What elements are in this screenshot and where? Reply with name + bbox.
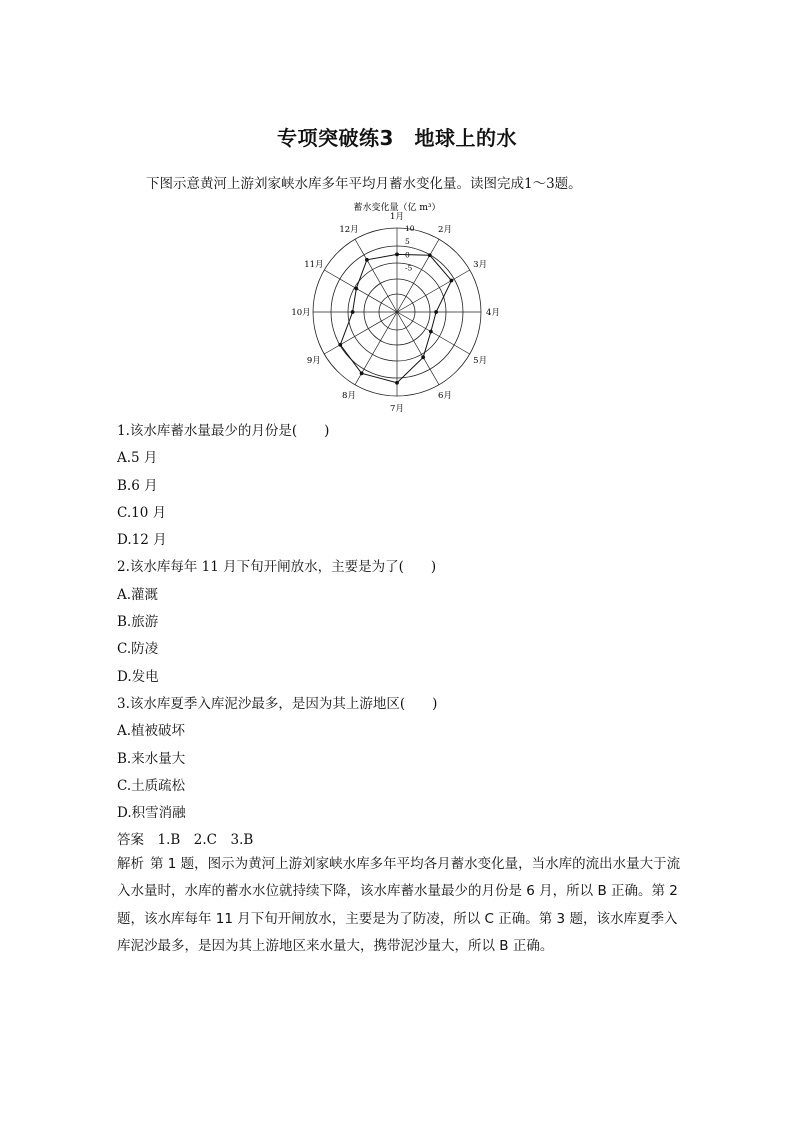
option-c: C.防凌 bbox=[117, 641, 159, 658]
question-stem: 3.该水库夏季入库泥沙最多，是因为其上游地区( ) bbox=[117, 695, 438, 712]
data-point bbox=[338, 343, 342, 347]
option-c: C.土质疏松 bbox=[117, 777, 186, 794]
radial-tick-label: -5 bbox=[405, 263, 413, 273]
option-d: D.积雪消融 bbox=[117, 805, 186, 822]
spoke bbox=[397, 270, 470, 312]
month-label: 1月 bbox=[390, 212, 404, 222]
explanation bbox=[117, 851, 687, 960]
option-a: A.5 月 bbox=[117, 450, 158, 467]
data-point bbox=[395, 381, 399, 385]
intro-text: 下图示意黄河上游刘家峡水库多年平均月蓄水变化量。读图完成1～3题。 bbox=[146, 176, 582, 192]
option-b: B.旅游 bbox=[117, 614, 159, 631]
data-point bbox=[360, 371, 364, 375]
month-label: 7月 bbox=[390, 404, 404, 412]
data-point bbox=[365, 258, 369, 262]
data-point bbox=[421, 355, 425, 359]
answer-line: 答案 1.B 2.C 3.B bbox=[117, 832, 254, 849]
series-line bbox=[340, 254, 451, 382]
data-point bbox=[434, 310, 438, 314]
month-label: 2月 bbox=[438, 224, 452, 235]
data-point bbox=[354, 287, 358, 291]
option-b: B.来水量大 bbox=[117, 750, 186, 767]
month-label: 8月 bbox=[342, 391, 356, 402]
month-label: 11月 bbox=[304, 260, 324, 270]
explanation-text: 第 1 题，图示为黄河上游刘家峡水库多年平均各月蓄水变化量，当水库的流出水量大于流入水量时，水库的蓄水水位就持续下降，该水库蓄水量最少的月份是 6 月，所以 B 正确。第 2 题，该水库每年 11 月下旬开闸放水，主要是为了防凌，所以 C 正确。第 3 题，该水库夏季入库泥沙最多，是因为其上游地区来水量大，携带泥沙量大，所以 B 正确。 bbox=[117, 856, 681, 954]
month-label: 6月 bbox=[438, 391, 452, 402]
radar-chart bbox=[284, 196, 510, 412]
option-c: C.10 月 bbox=[117, 504, 167, 521]
month-label: 5月 bbox=[473, 356, 488, 366]
chart-title: 蓄水变化量（亿 m³） bbox=[353, 203, 441, 213]
questions-section bbox=[117, 418, 687, 855]
option-d: D.发电 bbox=[117, 668, 159, 685]
explanation-label: 解析 bbox=[117, 856, 144, 872]
radial-tick-label: 10 bbox=[405, 224, 415, 233]
data-point bbox=[450, 279, 454, 283]
month-label: 10月 bbox=[291, 308, 311, 318]
spoke bbox=[397, 239, 439, 312]
month-label: 3月 bbox=[473, 260, 488, 270]
option-d: D.12 月 bbox=[117, 532, 167, 549]
question-stem: 2.该水库每年 11 月下旬开闸放水，主要是为了( ) bbox=[117, 559, 437, 576]
data-point bbox=[351, 310, 355, 314]
option-a: A.灌溉 bbox=[117, 586, 159, 603]
radial-tick-label: 0 bbox=[405, 250, 410, 260]
month-label: 4月 bbox=[486, 308, 500, 318]
data-point bbox=[428, 253, 432, 257]
month-label: 12月 bbox=[339, 224, 359, 235]
radial-tick-label: 5 bbox=[405, 237, 410, 247]
data-point bbox=[395, 253, 399, 257]
spoke bbox=[324, 312, 397, 354]
spoke bbox=[397, 312, 470, 354]
data-point bbox=[429, 330, 433, 334]
question-stem: 1.该水库蓄水量最少的月份是( ) bbox=[117, 423, 330, 439]
option-a: A.植被破坏 bbox=[117, 723, 186, 740]
option-b: B.6 月 bbox=[117, 477, 158, 494]
month-label: 9月 bbox=[306, 356, 321, 366]
page-title: 专项突破练3 地球上的水 bbox=[277, 126, 517, 150]
